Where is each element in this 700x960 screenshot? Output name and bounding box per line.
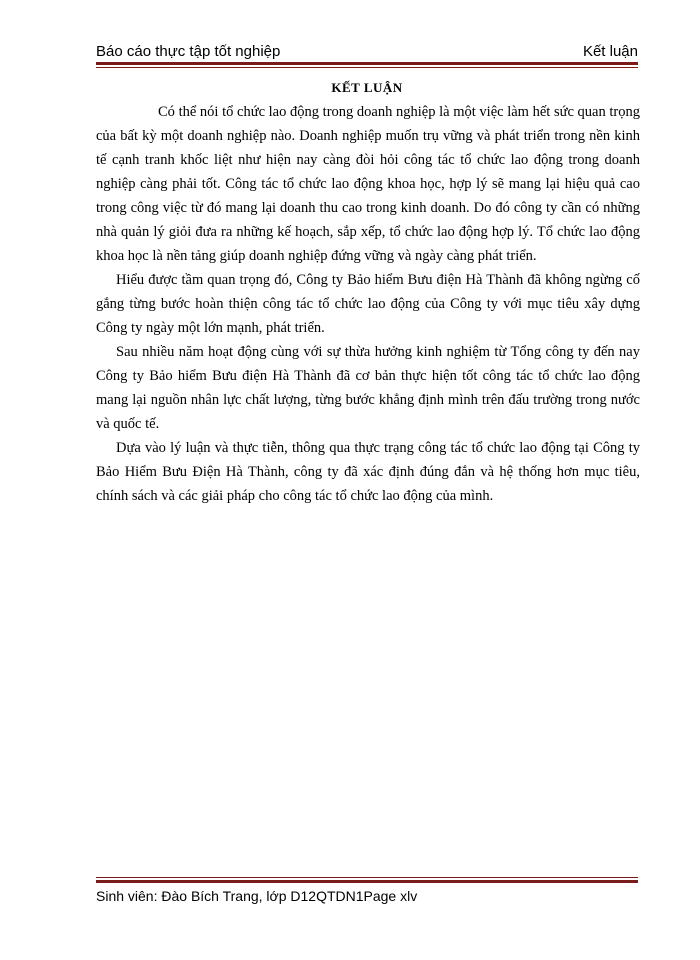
paragraph: Dựa vào lý luận và thực tiễn, thông qua thực trạng công tác tổ chức lao động tại Công ty Bảo Hiểm Bưu Điện Hà Thành, công ty đã xác định đúng đắn và hệ thống hơn mục tiêu, chính sách và các giải pháp cho công tác tổ chức lao động của mình. [96, 440, 640, 504]
page-header [96, 34, 638, 60]
footer-rule-thin [96, 877, 638, 878]
paragraph: Hiểu được tầm quan trọng đó, Công ty Bảo hiểm Bưu điện Hà Thành đã không ngừng cố gắng từng bước hoàn thiện công tác tổ chức lao động của Công ty với mục tiêu xây dựng Công ty ngày một lớn mạnh, phát triển. [96, 272, 640, 336]
header-rule-thick [96, 62, 638, 65]
page-footer: Sinh viên: Đào Bích Trang, lớp D12QTDN1Page xlv [96, 888, 418, 904]
paragraph: Sau nhiều năm hoạt động cùng với sự thừa hưởng kinh nghiệm từ Tổng công ty đến nay Công ty Bảo hiểm Bưu điện Hà Thành đã cơ bản thực hiện tốt công tác tổ chức lao động mang lại nguồn nhân lực chất lượng, từng bước khẳng định mình trên đấu trường trong nước và quốc tế. [96, 344, 640, 432]
header-rule-thin [96, 67, 638, 68]
body-text [96, 100, 640, 508]
header-report-title: Báo cáo thực tập tốt nghiệp [96, 43, 281, 60]
paragraph: Có thể nói tổ chức lao động trong doanh nghiệp là một việc làm hết sức quan trọng của bất kỳ một doanh nghiệp nào. Doanh nghiệp muốn trụ vững và phát triển trong nền kinh tế cạnh tranh khốc liệt như hiện nay càng đòi hỏi công tác tổ chức lao động trong doanh nghiệp càng phải tốt. Công tác tổ chức lao động khoa học, hợp lý sẽ mang lại hiệu quả cao trong công việc từ đó mang lại doanh thu cao trong kinh doanh. Do đó công ty cần có những nhà quản lý giỏi đưa ra những kế hoạch, sắp xếp, tổ chức lao động hợp lý. Tổ chức lao động khoa học là nền tảng giúp doanh nghiệp đứng vững và ngày càng phát triển. [96, 104, 640, 264]
footer-rule-thick [96, 880, 638, 883]
header-section-title: Kết luận [582, 43, 638, 60]
section-title: KẾT LUẬN [331, 80, 403, 95]
